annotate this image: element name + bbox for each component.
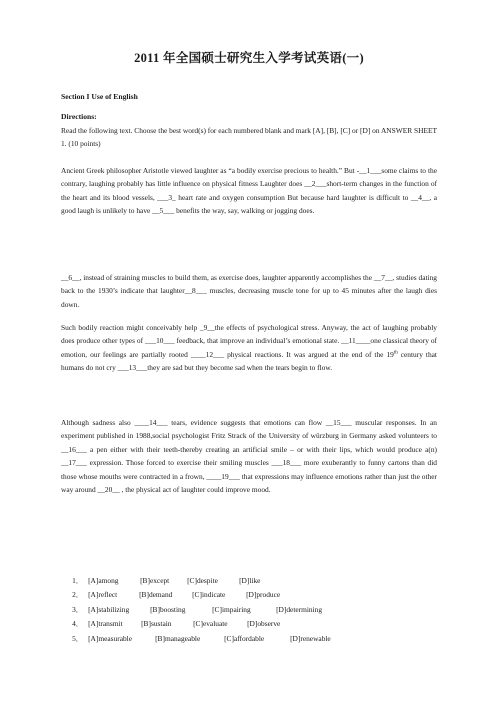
page-title: 2011 年全国硕士研究生入学考试英语(一) — [134, 51, 364, 65]
question-number: 3． — [72, 604, 84, 614]
option-c: [C]affordable — [224, 633, 265, 643]
option-b: [B]except — [140, 575, 170, 585]
answer-options — [61, 559, 331, 643]
passage-paragraph-4: Although sadness also ____14___ tears, evidence suggests that emotions can flow __15___ muscular responses. In an experiment published in 1988,social psychologist Fritz Strack of the University of würzburg in Germany asked volunteers to __16___ a pen either with their teeth-thereby creating an artificial smile – or with their lips, which would produce a(n) __17___ expression. Those forced to exercise their smiling muscles ___18___ more exuberantly to funny cartons than did those whose mouths were contracted in a frown, ____19___ that expressions may influence emotions rather than just the other way around __20__ , the physical act of laughter could improve mood. — [61, 418, 437, 495]
option-c: [C]impairing — [212, 604, 251, 614]
passage-paragraph-3 — [61, 321, 437, 375]
option-a: [A]stabilizing — [88, 604, 130, 614]
option-b: [B]manageable — [155, 633, 201, 643]
option-row — [61, 559, 331, 585]
option-c: [C]indicate — [192, 590, 226, 599]
option-c: [C]evaluate — [193, 619, 228, 628]
question-number: 2． — [72, 590, 84, 599]
question-number: 4． — [72, 619, 84, 628]
ordinal-suffix: th — [393, 350, 398, 356]
option-a: [A]transmit — [88, 619, 123, 628]
option-b: [B]boosting — [150, 604, 186, 614]
option-b: [B]sustain — [141, 619, 172, 628]
option-a: [A]reflect — [88, 590, 118, 599]
option-d: [D]observe — [247, 619, 281, 628]
option-d: [D]renewable — [290, 633, 331, 643]
question-number: 5． — [72, 633, 84, 643]
directions-label: Directions: — [61, 112, 97, 121]
section-heading: Section I Use of English — [61, 92, 138, 101]
option-d: [D]like — [239, 575, 261, 585]
question-number: 1． — [72, 575, 84, 585]
option-d: [D]determining — [276, 604, 323, 614]
passage-paragraph-1: Ancient Greek philosopher Aristotle viewed laughter as “a bodily exercise precious to health.” But -__1___some claims to the contrary, laughing probably has little influence on physical fitness Laughter does __2___short-term changes in the function of the heart and its blood vessels, ___3_ heart rate and oxygen consumption But because hard laughter is difficult to __4__, a good laugh is unlikely to have __5___ benefits the way, say, walking or jogging does. — [61, 166, 437, 216]
option-b: [B]demand — [139, 590, 173, 599]
option-d: [D]produce — [246, 590, 281, 599]
instructions-text: Read the following text. Choose the best word(s) for each numbered blank and mark [A], [B], [C] or [D] on ANSWER SHEET 1. (10 points) — [61, 126, 438, 149]
option-a: [A]measurable — [88, 633, 133, 643]
option-c: [C]despite — [187, 575, 218, 585]
paragraph-3-text-after: century that humans do not cry ___13___they are sad but they become sad when the tears begin to flow. — [61, 349, 437, 373]
option-a: [A]among — [88, 575, 119, 585]
paragraph-3-text-before: Such bodily reaction might conceivably help _9__the effects of psychological stress. Anyway, the act of laughing probably does produce other types of ___10___ feedback, that improve an individual’s emotional state. __11____one classical theory of emotion, our feelings are partially rooted ____12___ physical reactions. It was argued at the end of the 19 — [61, 323, 437, 359]
passage-paragraph-2: __6__, instead of straining muscles to build them, as exercise does, laughter apparently accomplishes the __7__, studies dating back to the 1930’s indicate that laughter__8___ muscles, decreasing muscle tone for up to 45 minutes after the laugh dies down. — [61, 273, 437, 309]
